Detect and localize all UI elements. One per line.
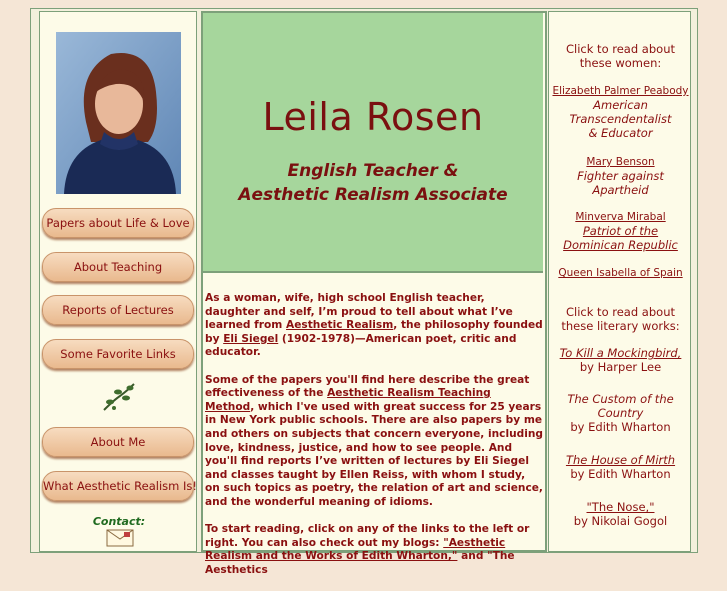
text-span: Some of the papers you'll find here describe the great effectiveness of the <box>205 373 530 400</box>
custom-country-title-2[interactable]: Country <box>597 406 644 420</box>
works-header <box>549 305 692 333</box>
nav-teaching-button[interactable]: About Teaching <box>42 252 194 282</box>
peabody-desc-1: American <box>593 98 648 112</box>
nav-papers-button[interactable]: Papers about Life & Love <box>42 208 194 238</box>
left-sidebar <box>39 11 197 552</box>
mirabal-link[interactable]: Minverva Mirabal <box>575 211 666 223</box>
custom-country-author: by Edith Wharton <box>570 420 671 434</box>
aesthetic-realism-link[interactable]: Aesthetic Realism <box>286 319 394 332</box>
benson-desc-1: Fighter against <box>577 169 664 183</box>
page-frame <box>30 8 698 576</box>
isabella-link[interactable]: Queen Isabella of Spain <box>558 267 683 279</box>
peabody-desc-3: & Educator <box>588 126 653 140</box>
page-subtitle <box>203 159 543 207</box>
intro-paragraph-1 <box>205 292 543 360</box>
custom-country-title-1[interactable]: The Custom of the <box>567 392 674 406</box>
intro-paragraph-3 <box>205 523 543 577</box>
page-title: Leila Rosen <box>262 95 484 139</box>
peabody-link[interactable]: Elizabeth Palmer Peabody <box>552 85 689 97</box>
works-header-line-2: these literary works: <box>561 319 680 333</box>
benson-link[interactable]: Mary Benson <box>586 156 655 168</box>
intro-paragraph-2 <box>205 374 543 510</box>
mirabal-link-2[interactable]: Patriot of the <box>582 224 659 238</box>
vine-ornament-icon <box>100 380 138 418</box>
woman-peabody <box>549 83 692 140</box>
envelope-icon[interactable] <box>106 527 134 551</box>
subtitle-line-2: Aesthetic Realism Associate <box>238 185 508 205</box>
text-span: (1902-1978)—American poet, critic and educator. <box>205 332 517 359</box>
nav-links-button[interactable]: Some Favorite Links <box>42 339 194 369</box>
women-header-line-1: Click to read about <box>566 42 675 56</box>
work-nose <box>549 500 692 528</box>
mirabal-link-3[interactable]: Dominican Republic <box>563 238 678 252</box>
woman-isabella <box>549 265 692 280</box>
women-header-line-2: these women: <box>579 56 662 70</box>
portrait-photo <box>56 32 181 194</box>
teaching-method-link[interactable]: Aesthetic Realism Teaching Method <box>205 387 491 413</box>
peabody-desc-2: Transcendentalist <box>569 112 672 126</box>
nose-link[interactable]: "The Nose," <box>586 500 655 514</box>
main-content <box>201 11 547 576</box>
text-span: and "The Aesthetics <box>205 550 515 576</box>
right-sidebar <box>548 11 691 552</box>
benson-desc-2: Apartheid <box>592 183 649 197</box>
woman-mirabal <box>549 209 692 252</box>
header-banner <box>203 13 543 273</box>
mockingbird-link[interactable]: To Kill a Mockingbird, <box>559 346 682 360</box>
text-span: To start reading, click on any of the links to the left or right. You can also check out my blogs: <box>205 523 530 549</box>
text-span: As a woman, wife, high school English teacher, daughter and self, I’m proud to tell about what I’ve learned from <box>205 292 513 332</box>
house-mirth-link[interactable]: The House of Mirth <box>565 453 676 467</box>
nose-author: by Nikolai Gogol <box>573 514 668 528</box>
works-header-line-1: Click to read about <box>566 305 675 319</box>
eli-siegel-link[interactable]: Eli Siegel <box>223 332 279 345</box>
text-span: , which I've used with great success for 25 years in New York public schools. There are also papers by me and others on subjects that concern everyone, including love, kindness, justice, and how to see people. And you'll find reports I’ve written of lectures by Eli Siegel and classes taught by Ellen Reiss, with whom I study, on such topics as poetry, the relation of art and science, and the wonderful meaning of idioms. <box>205 400 543 508</box>
text-span: , the philosophy founded by <box>205 319 543 345</box>
intro-text <box>205 292 543 591</box>
woman-benson <box>549 154 692 197</box>
mockingbird-author: by Harper Lee <box>579 360 662 374</box>
work-custom-country <box>549 392 692 434</box>
work-mockingbird <box>549 346 692 374</box>
nav-aesthetic-realism-button[interactable]: What Aesthetic Realism Is! <box>42 471 194 501</box>
nav-about-me-button[interactable]: About Me <box>42 427 194 457</box>
house-mirth-author: by Edith Wharton <box>570 467 671 481</box>
subtitle-line-1: English Teacher & <box>287 161 459 181</box>
work-house-mirth <box>549 453 692 481</box>
contact-label[interactable]: Contact: <box>92 515 146 528</box>
nav-lectures-button[interactable]: Reports of Lectures <box>42 295 194 325</box>
women-header <box>549 42 692 70</box>
wharton-blog-link[interactable]: "Aesthetic Realism and the Works of Edith Wharton," <box>205 536 506 563</box>
